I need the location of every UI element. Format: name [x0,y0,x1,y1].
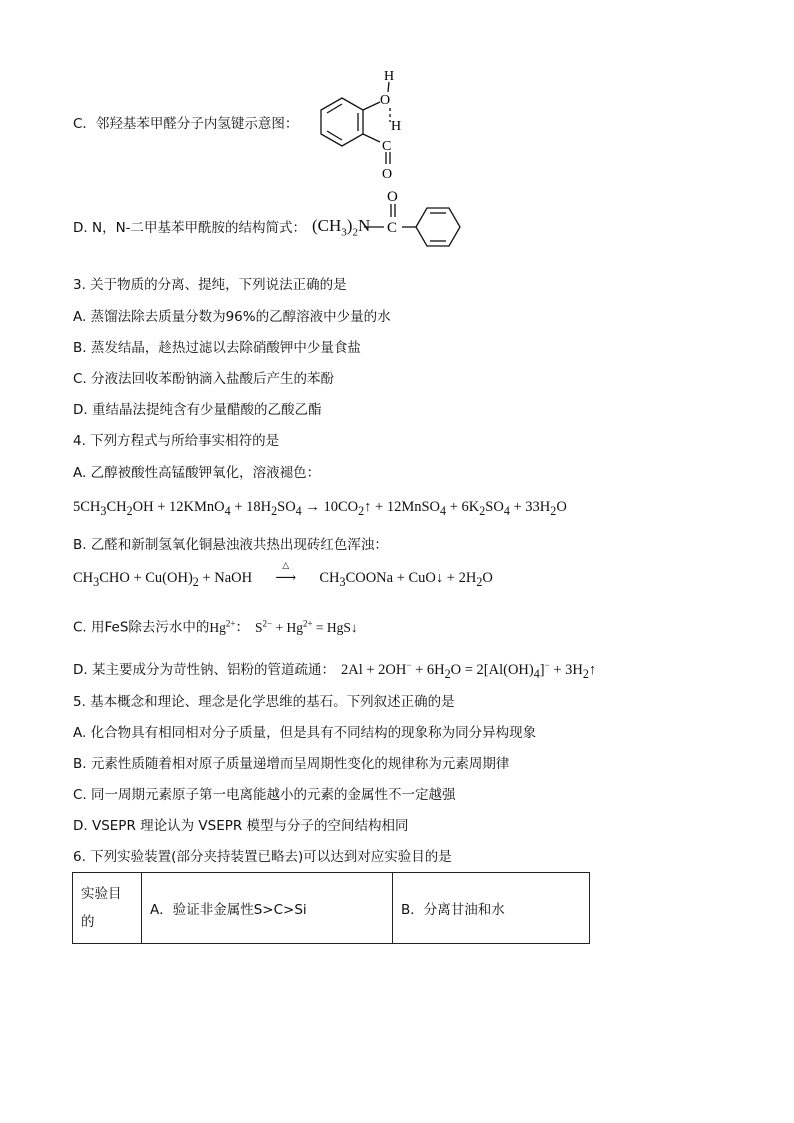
benzamide-structure [360,186,470,266]
atom-c-carbonyl: C [387,220,398,236]
atom-c-aldehyde: C [382,139,392,154]
q3-option-c: C. 分液法回收苯酚钠滴入盐酸后产生的苯酚 [73,371,335,387]
q4-option-d: D. 某主要成分为苛性钠、铝粉的管道疏通： $2Al + 2OH^- + 6H_2O = 2[Al(OH)_4]^-$ + $3H_2↑$ [73,660,597,681]
table-row [73,873,590,944]
dimethylamino-group: $(CH_3)_2N$ [312,216,371,239]
atom-o-hydroxyl: O [380,93,391,108]
table-cell-a: A．验证非金属性S>C>Si [142,873,393,944]
atom-o-carbonyl: O [387,189,398,205]
q4-stem: 4. 下列方程式与所给事实相符的是 [73,433,280,449]
q4-option-c: C. 用FeS除去污水中的$Hg^{2+}$： $S^{2-} + Hg^{2+}$ = HgS↓ [73,618,358,636]
q3-option-a: A. 蒸馏法除去质量分数为96%的乙醇溶液中少量的水 [73,309,391,325]
q6-stem: 6. 下列实验装置(部分夹持装置已略去)可以达到对应实验目的是 [73,849,452,865]
q4-option-b-text: B. 乙醛和新制氢氧化铜悬浊液共热出现砖红色浑浊： [73,537,388,553]
q5-option-c: C. 同一周期元素原子第一电离能越小的元素的金属性不一定越强 [73,787,456,803]
atom-h-top: H [384,69,395,84]
q5-option-a: A. 化合物具有相同相对分子质量，但是具有不同结构的现象称为同分异构现象 [73,725,537,741]
table-header-cell: 实验目的 [73,873,142,944]
q4-option-a-text: A. 乙醇被酸性高锰酸钾氧化，溶液褪色： [73,465,321,481]
q3-option-b: B. 蒸发结晶，趁热过滤以去除硝酸钾中少量食盐 [73,340,361,356]
ortho-hydroxybenzaldehyde-structure [300,64,420,184]
q4-option-a-equation: $5CH_3CH_2OH$ + 12KMnO$_4$ + $18H_2SO_4$ → $10CO_2↑$ + 12MnSO$_4$ + $6K_2SO_4 + 33H_2O$ [73,499,567,518]
q5-stem: 5. 基本概念和理论、理念是化学思维的基石。下列叙述正确的是 [73,694,455,710]
q5-option-d: D. VSEPR 理论认为 VSEPR 模型与分子的空间结构相同 [73,818,409,834]
option-d-label: D. N，N-二甲基苯甲酰胺的结构简式： [73,220,307,236]
table-cell-b: B．分离甘油和水 [393,873,590,944]
option-c-label: C．邻羟基苯甲醛分子内氢键示意图： [73,116,299,132]
atom-h-bond: H [391,119,402,134]
experiment-table [72,872,590,944]
q4-option-b-equation: $CH_3CHO + Cu(OH)_2$ + NaOH △ ⟶ $CH_3COONa$ + CuO↓ + $2H_2O$ [73,560,493,589]
atom-o-aldehyde: O [382,167,393,182]
q3-option-d: D. 重结晶法提纯含有少量醋酸的乙酸乙酯 [73,402,322,418]
q5-option-b: B. 元素性质随着相对原子质量递增而呈周期性变化的规律称为元素周期律 [73,756,510,772]
q3-stem: 3. 关于物质的分离、提纯，下列说法正确的是 [73,277,347,293]
